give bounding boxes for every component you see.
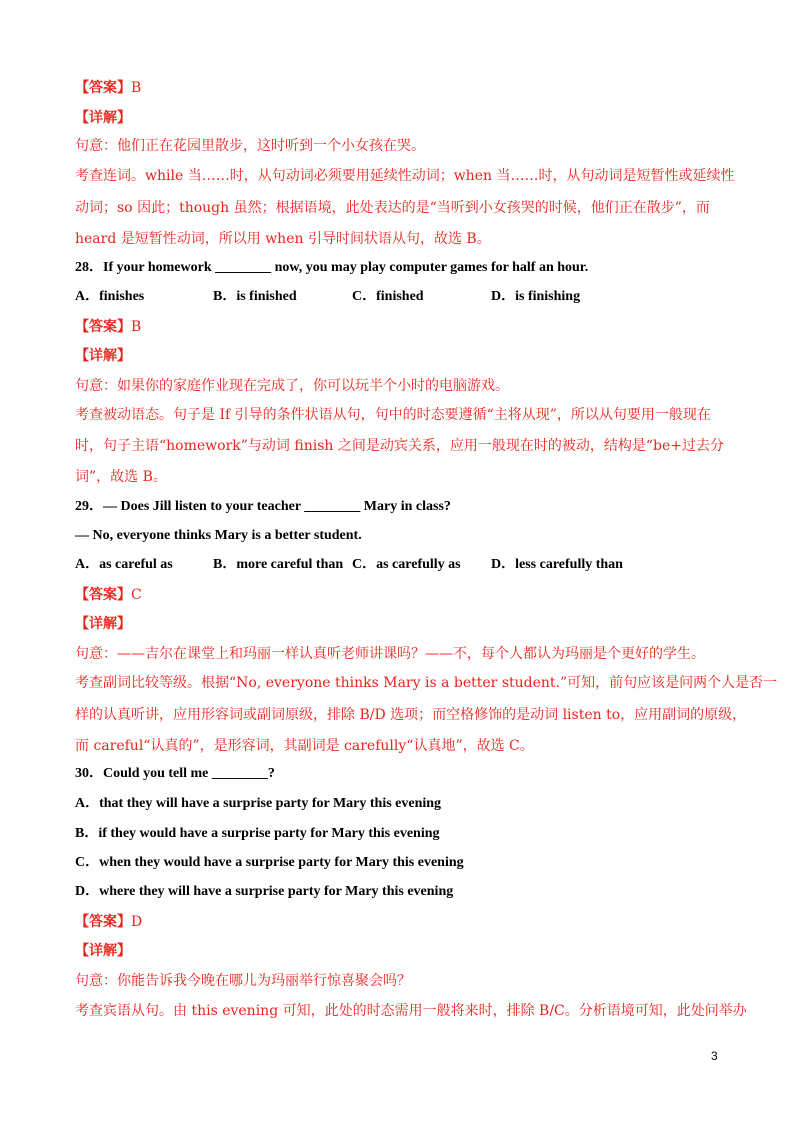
- answer-label: 【答案】: [75, 319, 131, 335]
- sentence-meaning: 句意：你能告诉我今晚在哪儿为玛丽举行惊喜聚会吗？: [75, 973, 411, 989]
- question-reply: — No, everyone thinks Mary is a better student.: [75, 528, 362, 543]
- analysis-line: 考查副词比较等级。根据“No, everyone thinks Mary is a better student.”可知，前句应该是问两个人是否一: [75, 675, 778, 691]
- option-b: B．more careful than: [213, 557, 344, 572]
- explain-label: 【详解】: [75, 110, 131, 126]
- analysis-line: 词”，故选 B。: [75, 469, 167, 485]
- answer-label: 【答案】: [75, 80, 131, 96]
- analysis-line: 考查被动语态。句子是 If 引导的条件状语从句，句中的时态要遵循“主将从现”，所以从句要用一般现在: [75, 407, 711, 423]
- analysis-line: 而 careful“认真的”，是形容词，其副词是 carefully“认真地”，故选 C。: [75, 738, 534, 754]
- sentence-meaning: 句意：——吉尔在课堂上和玛丽一样认真听老师讲课吗？——不，每个人都认为玛丽是个更好的学生。: [75, 646, 705, 662]
- option-a: A．that they will have a surprise party for Mary this evening: [75, 796, 442, 811]
- option-b: B．if they would have a surprise party for Mary this evening: [75, 826, 440, 841]
- answer-line: [75, 913, 142, 931]
- answer-value: B: [131, 319, 142, 335]
- option-b: B．is finished: [213, 289, 297, 304]
- analysis-line: heard 是短暂性动词，所以用 when 引导时间状语从句，故选 B。: [75, 231, 491, 247]
- answer-value: D: [131, 914, 143, 930]
- answer-value: C: [131, 587, 142, 603]
- option-c: C．when they would have a surprise party for Mary this evening: [75, 855, 464, 870]
- explain-label: 【详解】: [75, 943, 131, 959]
- answer-value: B: [131, 80, 142, 96]
- page-number: 3: [711, 1049, 718, 1063]
- option-d: D．where they will have a surprise party for Mary this evening: [75, 884, 454, 899]
- option-d: D．less carefully than: [491, 557, 623, 572]
- analysis-line: 考查连词。while 当……时，从句动词必须要用延续性动词；when 当……时，从句动词是短暂性或延续性: [75, 168, 735, 184]
- option-c: C．as carefully as: [352, 557, 461, 572]
- answer-line: [75, 586, 142, 604]
- answer-line: [75, 318, 141, 336]
- analysis-line: 样的认真听讲，应用形容词或副词原级，排除 B/D 选项；而空格修饰的是动词 listen to，应用副词的原级，: [75, 707, 747, 723]
- answer-label: 【答案】: [75, 587, 131, 603]
- option-d: D．is finishing: [491, 289, 581, 304]
- option-c: C．finished: [352, 289, 424, 304]
- option-a: A．as careful as: [75, 557, 173, 572]
- option-a: A．finishes: [75, 289, 145, 304]
- answer-label: 【答案】: [75, 914, 131, 930]
- explain-label: 【详解】: [75, 616, 131, 632]
- question-stem: 28．If your homework ________ now, you may play computer games for half an hour.: [75, 260, 589, 275]
- analysis-line: 动词；so 因此；though 虽然；根据语境，此处表达的是“当听到小女孩哭的时候，他们正在散步”，而: [75, 200, 710, 216]
- explain-label: 【详解】: [75, 348, 131, 364]
- question-stem: 29．— Does Jill listen to your teacher ________ Mary in class?: [75, 499, 451, 514]
- question-stem: 30．Could you tell me ________?: [75, 766, 275, 781]
- sentence-meaning: 句意：如果你的家庭作业现在完成了，你可以玩半个小时的电脑游戏。: [75, 378, 509, 394]
- analysis-line: 考查宾语从句。由 this evening 可知，此处的时态需用一般将来时，排除 B/C。分析语境可知，此处问举办: [75, 1003, 747, 1019]
- sentence-meaning: 句意：他们正在花园里散步，这时听到一个小女孩在哭。: [75, 138, 425, 154]
- analysis-line: 时，句子主语“homework”与动词 finish 之间是动宾关系，应用一般现在时的被动，结构是“be+过去分: [75, 438, 724, 454]
- answer-line: [75, 79, 141, 97]
